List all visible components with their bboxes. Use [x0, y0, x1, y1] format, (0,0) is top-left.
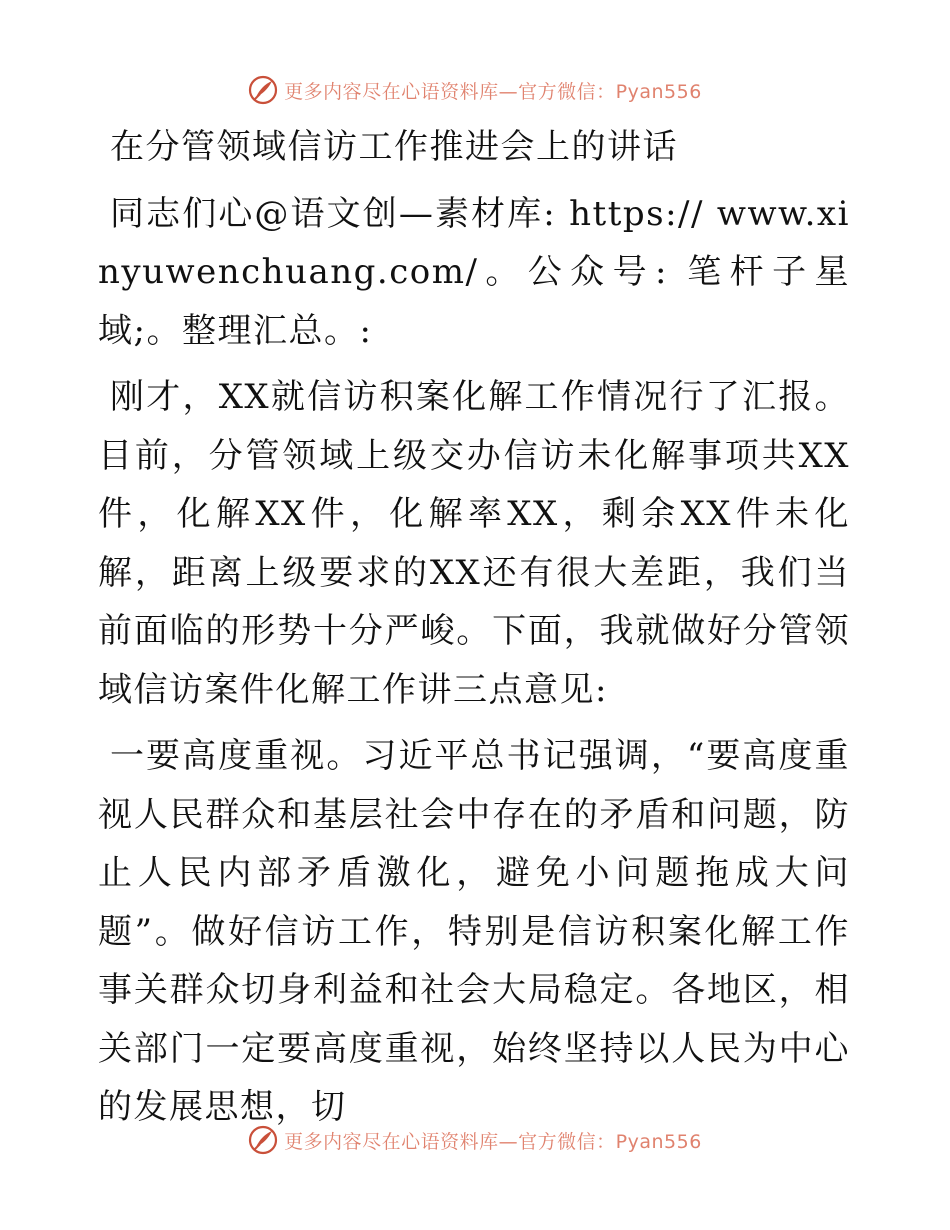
- quill-logo-icon: [248, 75, 278, 105]
- greeting-paragraph: 同志们心@语文创—素材库: https:// www.xinyuwenchuang.com/。公众号: 笔杆子星域;。整理汇总。:: [98, 193, 850, 351]
- header-watermark: [0, 68, 950, 112]
- body-paragraph: 刚才，XX就信访积案化解工作情况行了汇报。目前，分管领域上级交办信访未化解事项共XX件，化解XX件，化解率XX，剩余XX件未化解，距离上级要求的XX还有很大差距，我们当前面临的形势十分严峻。下面，我就做好分管领域信访案件化解工作讲三点意见:: [98, 377, 850, 710]
- body-paragraph: 一要高度重视。习近平总书记强调，“要高度重视人民群众和基层社会中存在的矛盾和问题，防止人民内部矛盾激化，避免小问题拖成大问题”。做好信访工作，特别是信访积案化解工作事关群众切身利益和社会大局稳定。各地区，相关部门一定要高度重视，始终坚持以人民为中心的发展思想，切: [98, 736, 850, 1127]
- footer-watermark: [0, 1118, 950, 1162]
- document-title: 在分管领域信访工作推进会上的讲话: [110, 127, 678, 167]
- quill-logo-icon: [248, 1125, 278, 1155]
- watermark-text: 更多内容尽在心语资料库—官方微信：Pyan556: [284, 1130, 702, 1153]
- watermark-text: 更多内容尽在心语资料库—官方微信：Pyan556: [284, 80, 702, 103]
- document-body: [98, 118, 850, 1137]
